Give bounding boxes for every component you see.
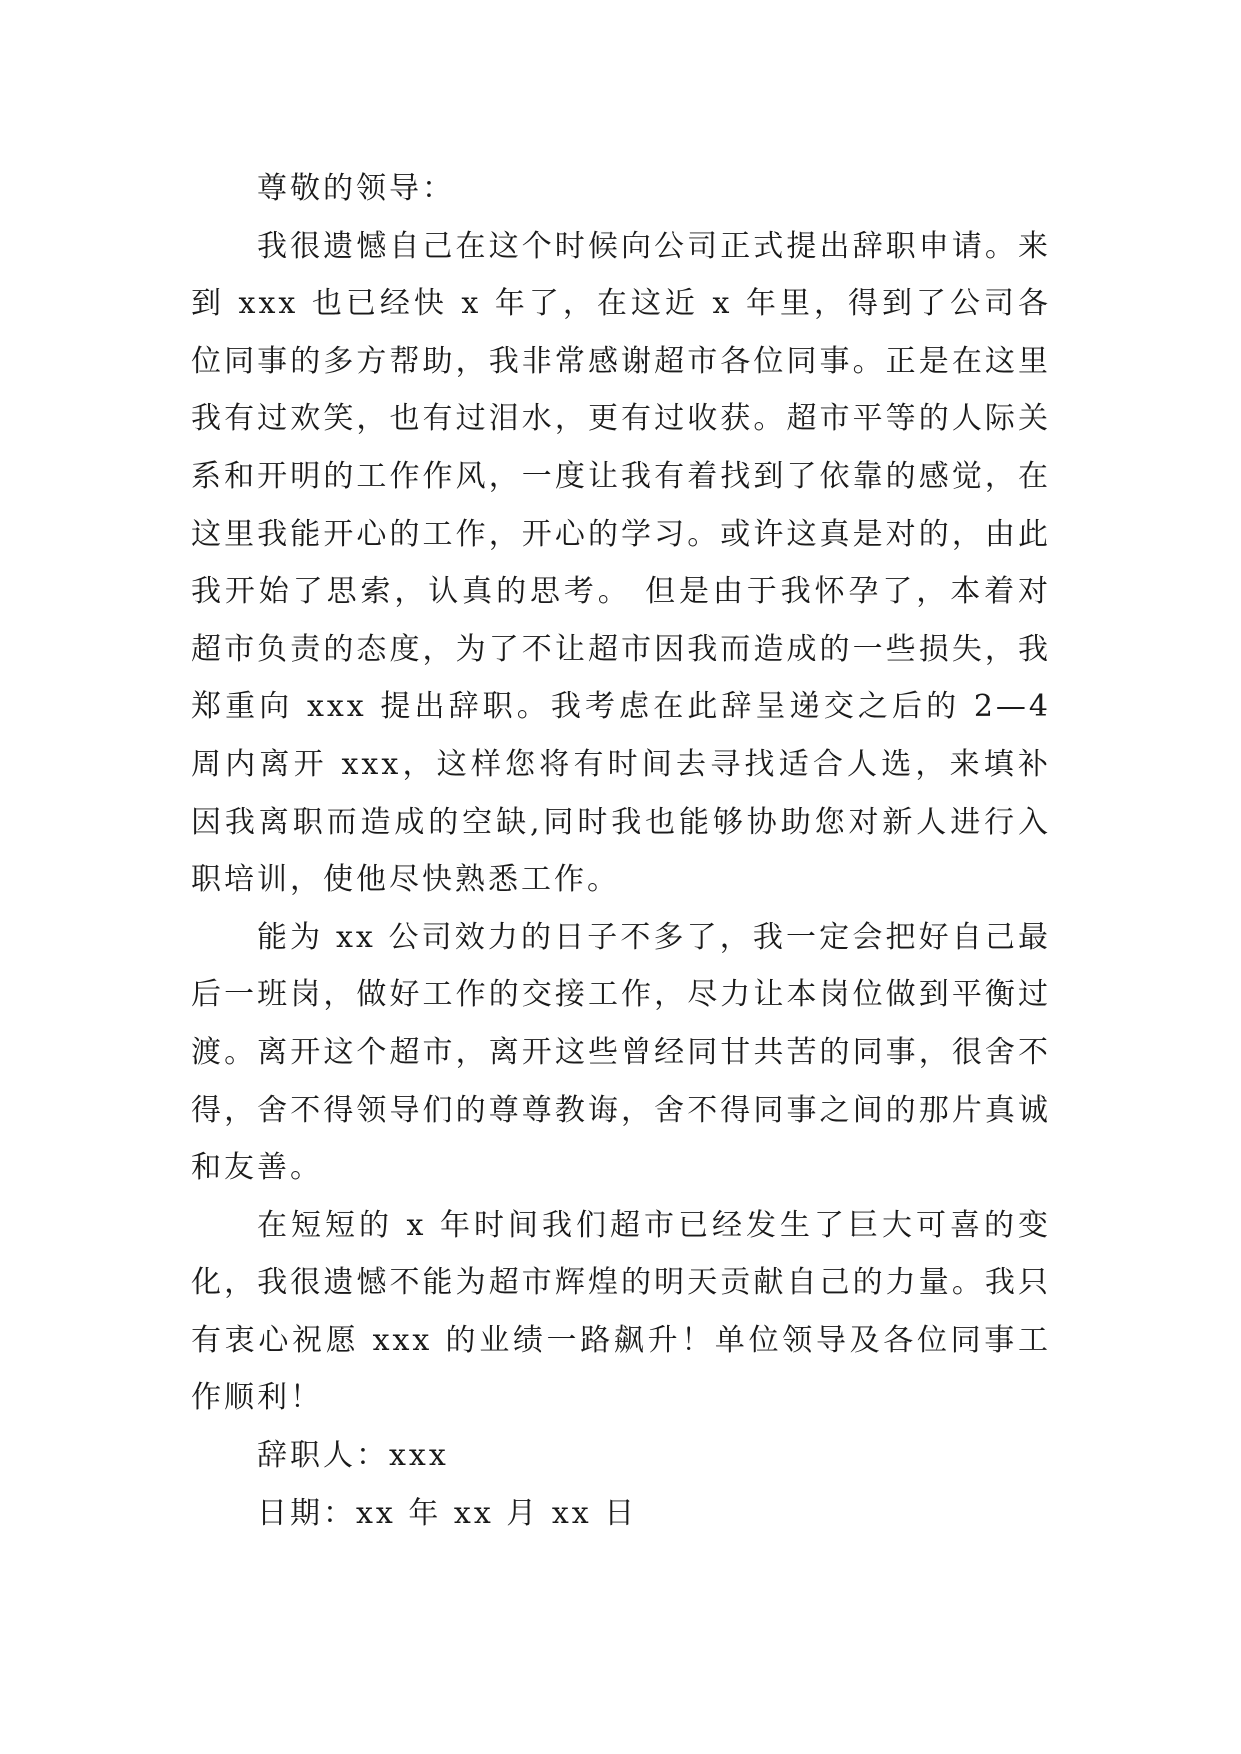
signature-line: 辞职人：xxx [257, 1438, 449, 1474]
resignation-letter [191, 160, 1051, 1542]
date-line: 日期：xx 年 xx 月 xx 日 [257, 1495, 638, 1531]
body-paragraph-2: 能为 xx 公司效力的日子不多了，我一定会把好自己最后一班岗，做好工作的交接工作，尽力让本岗位做到平衡过渡。离开这个超市，离开这些曾经同甘共苦的同事，很舍不得，舍不得领导们的尊尊教诲，舍不得同事之间的那片真诚和友善。 [191, 919, 1051, 1186]
salutation: 尊敬的领导： [257, 171, 455, 206]
body-paragraph-3: 在短短的 x 年时间我们超市已经发生了巨大可喜的变化，我很遗憾不能为超市辉煌的明天贡献自己的力量。我只有衷心祝愿 xxx 的业绩一路飙升！单位领导及各位同事工作顺利！ [191, 1207, 1051, 1416]
body-paragraph-1: 我很遗憾自己在这个时候向公司正式提出辞职申请。来到 xxx 也已经快 x 年了，在这近 x 年里，得到了公司各位同事的多方帮助，我非常感谢超市各位同事。正是在这里我有过欢笑，也有过泪水，更有过收获。超市平等的人际关系和开明的工作作风，一度让我有着找到了依靠的感觉，在这里我能开心的工作，开心的学习。或许这真是对的，由此我开始了思索，认真的思考。 但是由于我怀孕了，本着对超市负责的态度，为了不让超市因我而造成的一些损失，我郑重向 xxx 提出辞职。我考虑在此辞呈递交之后的 2—4 周内离开 xxx，这样您将有时间去寻找适合人选，来填补因我离职而造成的空缺,同时我也能够协助您对新人进行入职培训，使他尽快熟悉工作。 [191, 228, 1051, 898]
